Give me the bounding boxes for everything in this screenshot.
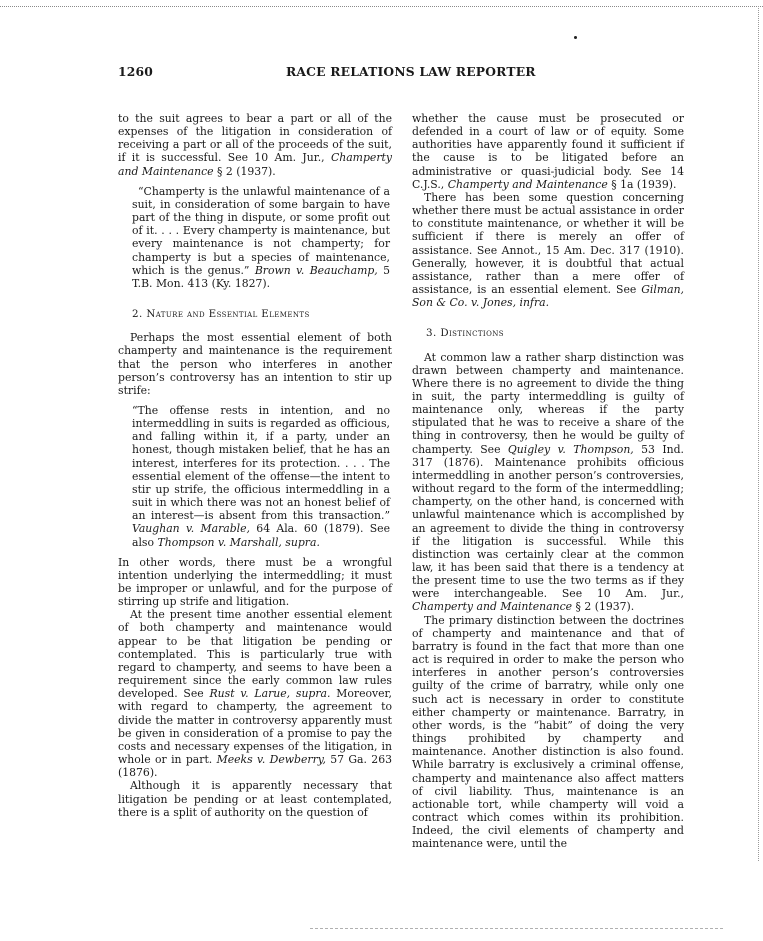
- citation: Champerty and Maintenance: [412, 600, 573, 614]
- citation: Meeks v. Dewberry,: [216, 753, 326, 767]
- block-quote: “Champerty is the unlawful maintenance of a suit, in consideration of some bargain to have part of the thing in dispute, or some profit out of it. . . . Every champerty is maintenance, but every maintenance is not champerty; for champerty is but a species of maintenance, which is the genus.” Brown v. Beauchamp, 5 T.B. Mon. 413 (Ky. 1827).: [132, 184, 390, 290]
- paragraph: At common law a rather sharp distinction was drawn between champerty and maintenance. Where there is no agreement to divide the thing in suit, the party intermeddling is guilty of maintenance only, whereas if the party stipulated that he was to receive a share of the thing in controversy, then he would be guilty of champerty. See Quigley v. Thompson, 53 Ind. 317 (1876). Maintenance prohibits officious intermeddling in another person’s controversies, without regard to the form of the intermeddling; champerty, on the other hand, is concerned with unlawful maintenance which is accomplished by an agreement to divide the thing in controversy if the litigation is successful. While this distinction was certainly clear at the common law, it has been said that there is a tendency at the present time to use the two terms as if they were interchangeable. See 10 Am. Jur., Champerty and Maintenance § 2 (1937).: [412, 350, 684, 614]
- citation: Thompson v. Marshall, supra.: [157, 535, 320, 549]
- scan-speck: [574, 36, 577, 39]
- right-column: [412, 112, 684, 850]
- paragraph: In other words, there must be a wrongful intention underlying the intermeddling; it must be improper or unlawful, and for the purpose of stirring up strife and litigation.: [118, 555, 392, 609]
- scan-border-top: [0, 6, 763, 7]
- paragraph: to the suit agrees to bear a part or all of the expenses of the litigation in consideration of receiving a part or all of the proceeds of the suit, if it is successful. See 10 Am. Jur., Champerty and Maintenance § 2 (1937).: [118, 112, 392, 178]
- citation: Gilman, Son & Co. v. Jones, infra.: [412, 283, 684, 310]
- paragraph: There has been some question concerning whether there must be actual assistance in order to constitute maintenance, or whether it will be sufficient if there is merely an offer of assistance. See Annot., 15 Am. Dec. 317 (1910). Generally, however, it is doubtful that actual assistance, rather than a mere offer of assistance, is an essential element. See Gilman, Son & Co. v. Jones, infra.: [412, 190, 684, 310]
- paragraph: The primary distinction between the doctrines of champerty and maintenance and that of barratry is found in the fact that more than one act is required in order to make the person who interferes in another person’s controversies guilty of the crime of barratry, while only one such act is necessary in order to constitute either champerty or maintenance. Barratry, in other words, is the “habit” of doing the very things prohibited by champerty and maintenance. Another distinction is also found. While barratry is exclusively a criminal offense, champerty and maintenance also affect matters of civil liability. Thus, maintenance is an actionable tort, while champerty will void a contract which comes within its prohibition. Indeed, the civil elements of champerty and maintenance were, until the: [412, 613, 684, 851]
- scan-border-bottom: [310, 928, 723, 929]
- citation: Champerty and Maintenance: [118, 151, 392, 178]
- page-number: 1260: [118, 64, 154, 79]
- section-heading: 3. Distinctions: [426, 327, 504, 340]
- citation: Brown v. Beauchamp,: [254, 263, 378, 277]
- left-column: [118, 112, 392, 819]
- citation: Vaughan v. Marable,: [132, 522, 251, 536]
- page-header: [118, 64, 693, 82]
- citation: Quigley v. Thompson,: [507, 442, 634, 456]
- paragraph: Although it is apparently necessary that litigation be pending or at least contemplated, there is a split of authority on the question of: [118, 779, 392, 819]
- paragraph: Perhaps the most essential element of both champerty and maintenance is the requirement that the person who interferes in another person’s controversy has an intention to stir up strife:: [118, 331, 392, 397]
- scan-border-right: [758, 6, 759, 861]
- block-quote: “The offense rests in intention, and no intermeddling in suits is regarded as officious, and falling within it, if a party, under an honest, though mistaken belief, that he has an interest, interferes for its protection. . . . The essential element of the offense—the intent to stir up strife, the officious intermeddling in a suit in which there was not an honest belief of an interest—is absent from this transaction.” Vaughan v. Marable, 64 Ala. 60 (1879). See also Thompson v. Marshall, supra.: [132, 403, 391, 549]
- citation: Champerty and Maintenance: [447, 177, 608, 191]
- paragraph: At the present time another essential element of both champerty and maintenance would appear to be that litigation be pending or contemplated. This is particularly true with regard to champerty, and seems to have been a requirement since the early common law rules developed. See Rust v. Larue, supra. Moreover, with regard to champerty, the agreement to divide the matter in controversy apparently must be given in consideration of a promise to pay the costs and necessary expenses of the litigation, in whole or in part. Meeks v. Dewberry, 57 Ga. 263 (1876).: [118, 608, 392, 780]
- running-title: RACE RELATIONS LAW REPORTER: [286, 64, 536, 79]
- section-heading: 2. Nature and Essential Elements: [132, 308, 310, 321]
- citation: Rust v. Larue, supra.: [209, 687, 331, 701]
- paragraph: whether the cause must be prosecuted or defended in a court of law or of equity. Some authorities have apparently found it sufficient if the cause is to be litigated before an administrative or quasi-judicial body. See 14 C.J.S., Champerty and Maintenance § 1a (1939).: [412, 112, 684, 191]
